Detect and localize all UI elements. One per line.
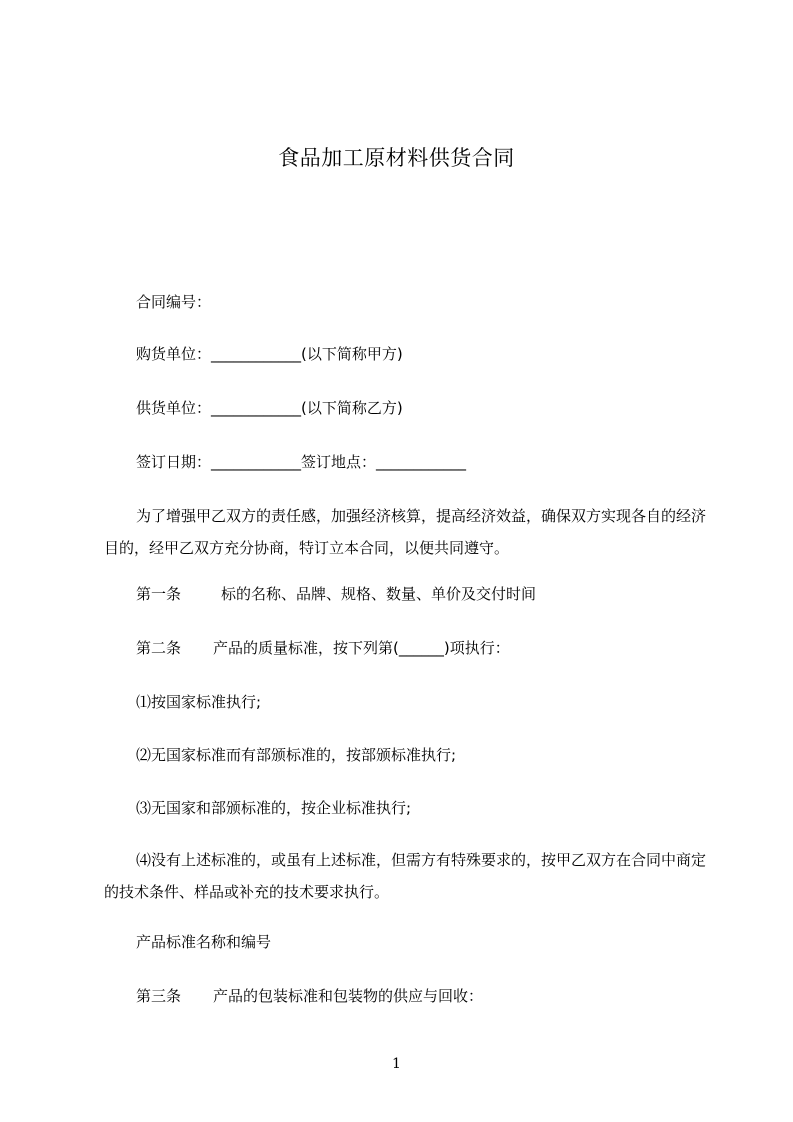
standard-item-3-text: ⑶无国家和部颁标准的，按企业标准执行; xyxy=(136,799,412,817)
article-2-text: 产品的质量标准，按下列第(______)项执行： xyxy=(213,639,510,657)
standard-item-2-text: ⑵无国家标准而有部颁标准的，按部颁标准执行; xyxy=(136,746,457,764)
sign-date-label: 签订日期： xyxy=(136,453,212,471)
article-3-text: 产品的包装标准和包装物的供应与回收： xyxy=(213,987,484,1005)
article-3 xyxy=(136,986,483,1006)
standard-item-1 xyxy=(136,692,261,712)
supplier-line xyxy=(136,398,403,418)
intro-paragraph xyxy=(104,500,716,564)
article-1 xyxy=(136,584,536,604)
article-2-number: 第二条 xyxy=(136,639,182,657)
contract-number-line xyxy=(136,292,211,312)
intro-text: 为了增强甲乙双方的责任感，加强经济核算，提高经济效益，确保双方实现各自的经济目的，经甲乙双方充分协商，特订立本合同，以便共同遵守。 xyxy=(104,507,707,557)
supplier-note: (以下简称乙方) xyxy=(301,399,403,417)
sign-place-blank: ____________ xyxy=(376,453,467,471)
document-title: 食品加工原材料供货合同 xyxy=(278,146,515,170)
buyer-label: 购货单位： xyxy=(136,345,212,363)
article-1-text: 标的名称、品牌、规格、数量、单价及交付时间 xyxy=(221,585,537,603)
article-1-number: 第一条 xyxy=(136,585,182,603)
standard-item-2 xyxy=(136,745,456,765)
buyer-line xyxy=(136,344,403,364)
article-2 xyxy=(136,638,510,658)
standard-item-4-text: ⑷没有上述标准的，或虽有上述标准，但需方有特殊要求的，按甲乙双方在合同中商定的技术条件、样品或补充的技术要求执行。 xyxy=(104,851,707,901)
buyer-note: (以下简称甲方) xyxy=(301,345,403,363)
supplier-label: 供货单位： xyxy=(136,399,212,417)
sign-place-label: 签订地点： xyxy=(301,453,377,471)
standard-item-1-text: ⑴按国家标准执行; xyxy=(136,693,262,711)
sign-info-line xyxy=(136,452,466,472)
contract-number-label: 合同编号： xyxy=(136,293,212,311)
page-number: 1 xyxy=(392,1056,401,1072)
supplier-blank: ____________ xyxy=(211,399,302,417)
standard-name-line xyxy=(136,932,271,952)
standard-item-4 xyxy=(104,844,716,908)
standard-name-label: 产品标准名称和编号 xyxy=(136,933,272,951)
standard-item-3 xyxy=(136,798,411,818)
buyer-blank: ____________ xyxy=(211,345,302,363)
sign-date-blank: ____________ xyxy=(211,453,302,471)
article-3-number: 第三条 xyxy=(136,987,182,1005)
